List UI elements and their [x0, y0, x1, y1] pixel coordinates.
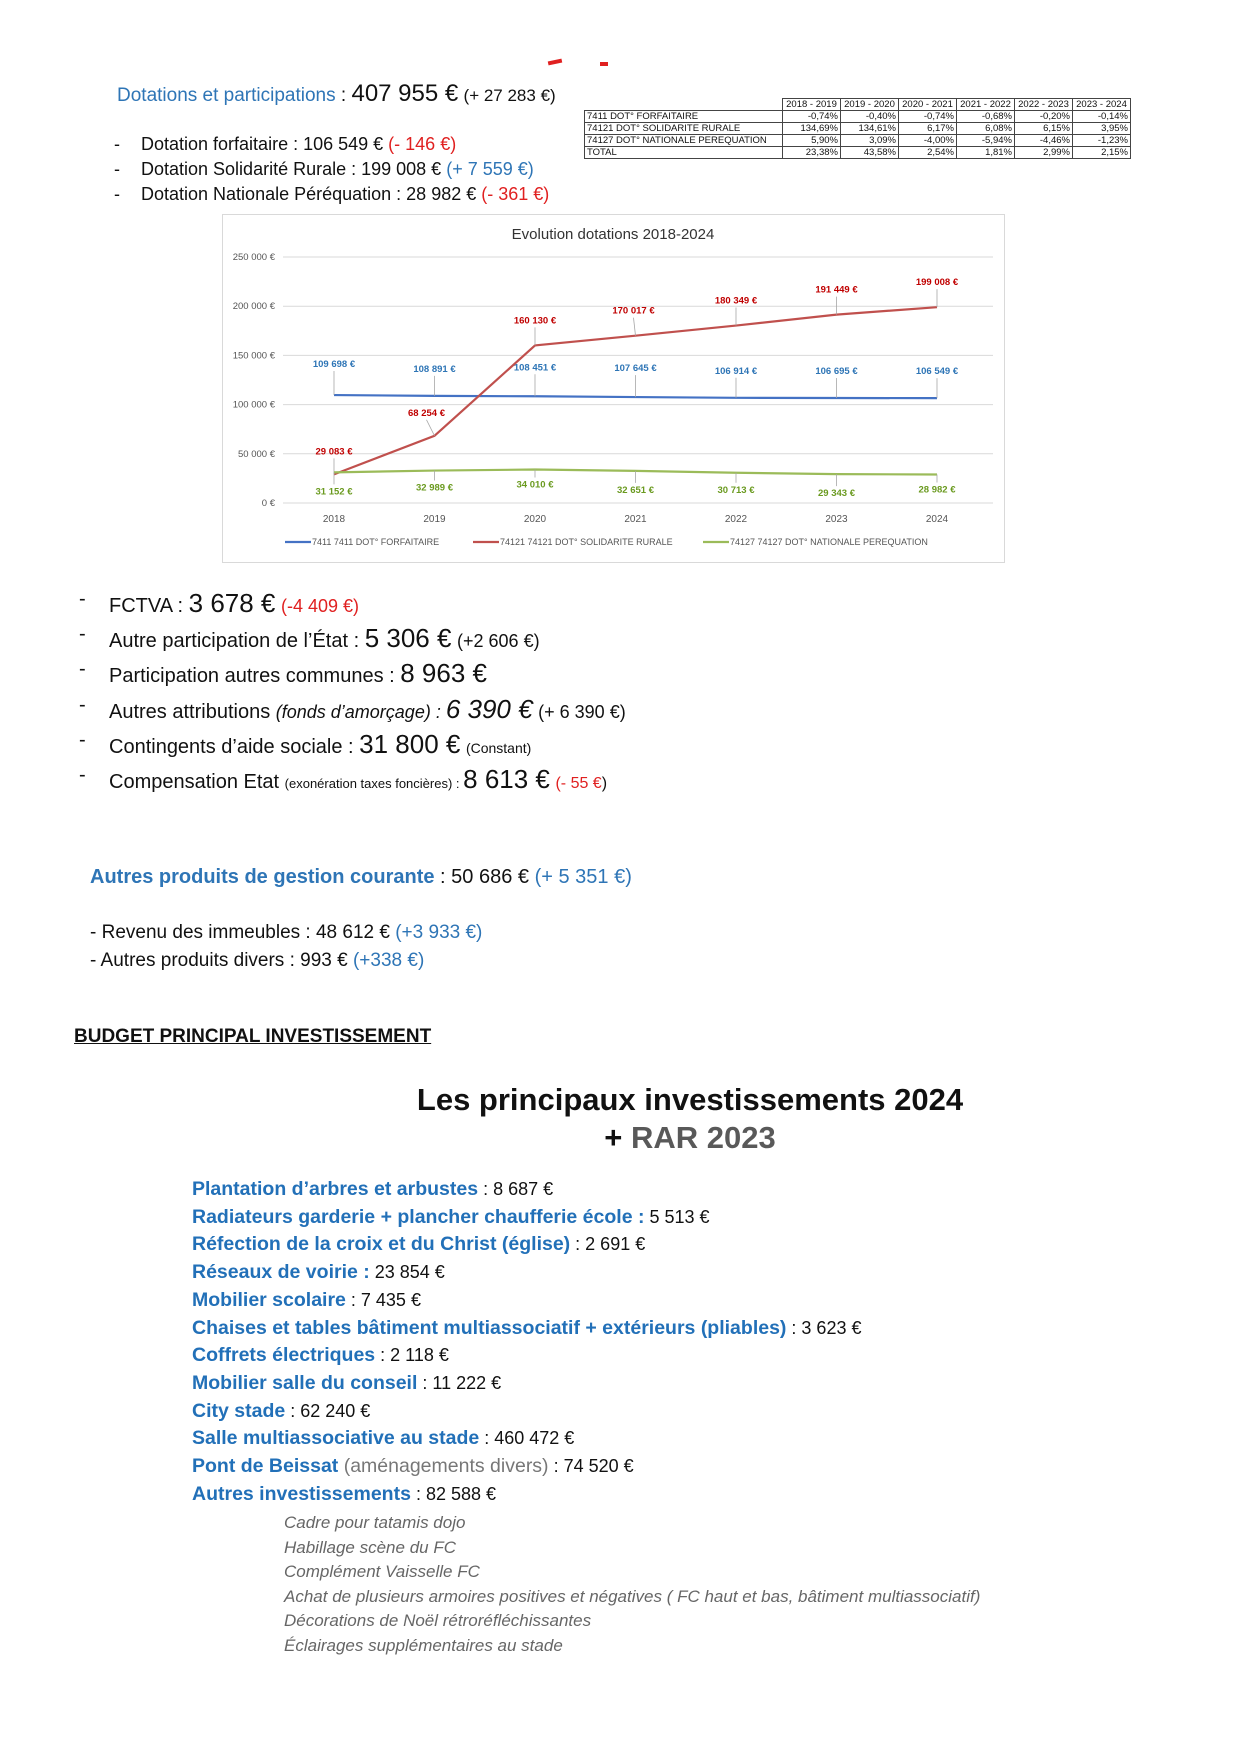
- gestion-item-delta: (+338 €): [352, 950, 425, 971]
- data-label-leader: [634, 318, 636, 336]
- participation-amount: 6 390 €: [445, 694, 533, 724]
- investment-value: : 62 240 €: [285, 1400, 371, 1421]
- other-investment-detail: Complément Vaisselle FC: [284, 1562, 480, 1581]
- data-label: 31 152 €: [315, 486, 353, 498]
- investment-item: [192, 1344, 449, 1367]
- table-cell: 1,81%: [957, 147, 1015, 159]
- dotations-header: [117, 80, 556, 108]
- participation-amount: 31 800 €: [359, 729, 461, 759]
- data-label: 28 982 €: [918, 484, 956, 496]
- table-cell: -0,40%: [841, 111, 899, 123]
- gestion-item: [90, 950, 424, 972]
- other-investment-detail: Cadre pour tatamis dojo: [284, 1513, 466, 1532]
- investment-value: : 74 520 €: [548, 1456, 634, 1476]
- participation-line: [79, 658, 487, 689]
- table-cell: -0,14%: [1073, 111, 1131, 123]
- investment-value: : 2 691 €: [570, 1234, 646, 1255]
- table-cell: 43,58%: [841, 147, 899, 159]
- table-cell: 3,95%: [1073, 123, 1131, 135]
- other-investment-detail: Éclairages supplémentaires au stade: [284, 1635, 563, 1655]
- data-label: 108 891 €: [413, 363, 456, 375]
- investment-label: City stade: [192, 1399, 286, 1422]
- investment-label: Plantation d’arbres et arbustes: [192, 1178, 479, 1200]
- y-tick-label: 250 000 €: [232, 252, 275, 263]
- table-cell: 2,15%: [1073, 147, 1131, 159]
- data-label: 106 549 €: [915, 366, 959, 378]
- investment-item: [192, 1261, 445, 1284]
- table-header-cell: 2022 - 2023: [1015, 99, 1073, 111]
- participation-amount: 8 963 €: [400, 658, 487, 688]
- other-investment-detail: Habillage scène du FC: [284, 1537, 456, 1557]
- gestion-value: : 50 686 €: [434, 866, 535, 888]
- data-label: 29 083 €: [315, 446, 353, 458]
- participation-line: [79, 623, 540, 654]
- dotation-item-delta: (- 146 €): [388, 134, 457, 154]
- data-label: 29 343 €: [818, 488, 855, 500]
- x-tick-label: 2024: [925, 514, 949, 525]
- dotations-amount: 407 955 €: [351, 80, 459, 107]
- investment-label: Mobilier salle du conseil: [192, 1371, 418, 1394]
- table-cell: 2,99%: [1015, 147, 1073, 159]
- table-row-label: 7411 DOT° FORFAITAIRE: [585, 111, 783, 123]
- participation-amount: 3 678 €: [188, 588, 276, 618]
- data-label: 180 349 €: [714, 295, 758, 307]
- top-cut-mark: [548, 59, 563, 66]
- data-label: 68 254 €: [408, 407, 445, 419]
- investment-item: [192, 1483, 496, 1506]
- table-cell: -4,00%: [899, 135, 957, 147]
- dash-bullet: -: [79, 764, 86, 786]
- investment-value: : 82 588 €: [410, 1483, 497, 1504]
- participation-amount: 5 306 €: [364, 623, 452, 653]
- dotations-chart: [222, 214, 1005, 563]
- dotation-item-delta: (- 361 €): [481, 184, 550, 204]
- data-label: 199 008 €: [915, 277, 959, 289]
- data-label: 32 989 €: [416, 482, 453, 494]
- data-label: 170 017 €: [612, 305, 655, 317]
- investment-value: 5 513 €: [644, 1206, 710, 1227]
- dash-bullet: -: [114, 159, 120, 179]
- participation-label: Contingents d’aide sociale :: [109, 736, 360, 758]
- table-header-cell: 2021 - 2022: [957, 99, 1015, 111]
- data-label: 108 451 €: [513, 362, 557, 374]
- gestion-label: Autres produits de gestion courante: [90, 866, 435, 888]
- investment-value: : 2 118 €: [375, 1345, 449, 1366]
- data-label: 32 651 €: [617, 484, 654, 496]
- participation-label: Participation autres communes :: [109, 665, 401, 687]
- dotation-item: [114, 159, 534, 180]
- y-tick-label: 50 000 €: [238, 448, 275, 460]
- participation-delta: (Constant): [465, 740, 532, 756]
- x-tick-label: 2018: [322, 514, 346, 525]
- dash-bullet: -: [79, 588, 86, 610]
- table-cell: -5,94%: [957, 135, 1015, 147]
- participation-line: [79, 764, 608, 795]
- dotation-item-label: Dotation Solidarité Rurale : 199 008 €: [141, 159, 442, 179]
- table-cell: 6,15%: [1015, 123, 1073, 135]
- gestion-item-label: - Autres produits divers : 993 €: [90, 950, 353, 971]
- table-row: [585, 147, 1131, 159]
- table-row: [585, 111, 1131, 123]
- data-label: 30 713 €: [717, 484, 755, 496]
- participation-line: [79, 694, 626, 725]
- table-cell: -0,74%: [783, 111, 841, 123]
- table-cell: 134,61%: [841, 123, 899, 135]
- table-cell: 134,69%: [783, 123, 841, 135]
- x-tick-label: 2022: [724, 514, 748, 525]
- table-cell: 3,09%: [841, 135, 899, 147]
- investment-label: Réseaux de voirie :: [192, 1261, 370, 1284]
- dash-bullet: -: [114, 184, 120, 204]
- evolution-table: [584, 98, 1131, 159]
- table-cell: 23,38%: [783, 147, 841, 159]
- investment-value: : 460 472 €: [479, 1428, 575, 1449]
- participation-note: (fonds d’amorçage) :: [275, 702, 446, 722]
- table-cell: -0,20%: [1015, 111, 1073, 123]
- investments-subtitle-prefix: +: [604, 1120, 631, 1155]
- gestion-header: [90, 866, 632, 889]
- investment-note: (aménagements divers): [338, 1455, 549, 1477]
- y-tick-label: 150 000 €: [232, 350, 275, 362]
- table-row-label: 74127 DOT° NATIONALE PEREQUATION: [585, 135, 783, 147]
- gestion-delta: (+ 5 351 €): [534, 866, 632, 888]
- y-tick-label: 0 €: [261, 498, 275, 509]
- investment-value: 23 854 €: [369, 1262, 445, 1283]
- data-label: 109 698 €: [312, 359, 356, 371]
- table-header-blank: [585, 99, 783, 111]
- investment-label: Salle multiassociative au stade: [192, 1427, 480, 1450]
- participation-delta: (+2 606 €): [457, 631, 540, 651]
- table-header-cell: 2019 - 2020: [841, 99, 899, 111]
- dash-bullet: -: [79, 729, 86, 751]
- dotation-item: [114, 134, 457, 155]
- x-tick-label: 2019: [423, 514, 446, 525]
- investment-item: [192, 1233, 645, 1256]
- participation-label: FCTVA :: [109, 595, 189, 617]
- data-label: 106 914 €: [714, 365, 758, 377]
- y-tick-label: 200 000 €: [232, 301, 275, 313]
- chart-title: Evolution dotations 2018-2024: [511, 226, 715, 243]
- participation-label: Compensation Etat: [109, 771, 285, 793]
- table-cell: 5,90%: [783, 135, 841, 147]
- legend-entry: 74127 74127 DOT° NATIONALE PEREQUATION: [730, 537, 928, 547]
- table-row: [585, 135, 1131, 147]
- participation-line: [79, 588, 359, 619]
- investment-item: [192, 1455, 634, 1478]
- table-cell: -0,68%: [957, 111, 1015, 123]
- dotations-delta: (+ 27 283 €): [463, 86, 556, 105]
- evolution-table-header: [585, 99, 1131, 111]
- other-investment-detail: Décorations de Noël rétroréfléchissantes: [284, 1611, 592, 1630]
- gestion-item: [90, 922, 482, 944]
- top-cut-mark: [600, 62, 608, 66]
- investment-label: Mobilier scolaire: [192, 1288, 346, 1311]
- table-row-label: 74121 DOT° SOLIDARITE RURALE: [585, 123, 783, 135]
- dash-bullet: -: [79, 623, 86, 645]
- investment-item: [192, 1178, 553, 1201]
- table-cell: 6,08%: [957, 123, 1015, 135]
- participation-line: [79, 729, 532, 760]
- dotation-item-delta: (+ 7 559 €): [446, 159, 534, 179]
- section-title: BUDGET PRINCIPAL INVESTISSEMENT: [74, 1026, 432, 1047]
- table-cell: 6,17%: [899, 123, 957, 135]
- investment-label: Autres investissements: [192, 1482, 411, 1505]
- dotations-sep: :: [335, 85, 352, 106]
- investment-value: : 11 222 €: [417, 1372, 502, 1393]
- investment-label: Chaises et tables bâtiment multiassociatif + extérieurs (pliables): [192, 1316, 787, 1339]
- table-cell: -1,23%: [1073, 135, 1131, 147]
- participation-label: Autres attributions: [109, 701, 276, 723]
- investments-title: Les principaux investissements 2024: [416, 1082, 964, 1117]
- chart-svg: [223, 215, 1004, 562]
- participation-delta: (-4 409 €): [280, 596, 359, 616]
- other-investment-detail: Achat de plusieurs armoires positives et négatives ( FC haut et bas, bâtiment multiassociatif): [284, 1586, 981, 1606]
- investment-value: : 3 623 €: [786, 1317, 862, 1338]
- table-row-label: TOTAL: [585, 147, 783, 159]
- gestion-item-label: - Revenu des immeubles : 48 612 €: [90, 922, 396, 943]
- gestion-item-delta: (+3 933 €): [395, 922, 483, 943]
- investment-value: : 7 435 €: [345, 1289, 421, 1310]
- data-label: 191 449 €: [815, 284, 858, 296]
- investments-subtitle-rar: RAR 2023: [630, 1120, 776, 1155]
- table-header-cell: 2023 - 2024: [1073, 99, 1131, 111]
- data-label: 160 130 €: [513, 315, 557, 327]
- table-cell: -4,46%: [1015, 135, 1073, 147]
- investment-item: [192, 1206, 710, 1229]
- participation-label: Autre participation de l’État :: [109, 630, 365, 652]
- dotation-item-label: Dotation forfaitaire : 106 549 €: [141, 134, 384, 154]
- participation-delta-value: 55 €: [570, 775, 602, 792]
- investment-item: [192, 1427, 574, 1450]
- data-label-leader: [427, 420, 435, 436]
- investment-item: [192, 1372, 501, 1395]
- dash-bullet: -: [79, 658, 86, 680]
- legend-entry: 74121 74121 DOT° SOLIDARITE RURALE: [500, 537, 673, 547]
- participation-amount: 8 613 €: [463, 764, 550, 794]
- investment-value: : 8 687 €: [478, 1179, 554, 1199]
- investment-label: Radiateurs garderie + plancher chaufferie école :: [192, 1205, 645, 1228]
- table-row: [585, 123, 1131, 135]
- table-header-cell: 2020 - 2021: [899, 99, 957, 111]
- x-tick-label: 2021: [624, 514, 647, 525]
- table-cell: 2,54%: [899, 147, 957, 159]
- table-cell: -0,74%: [899, 111, 957, 123]
- investment-label: Pont de Beissat: [192, 1455, 339, 1477]
- dotations-label: Dotations et participations: [117, 85, 336, 106]
- y-tick-label: 100 000 €: [232, 399, 275, 411]
- investment-label: Coffrets électriques: [192, 1344, 376, 1367]
- investment-item: [192, 1317, 861, 1340]
- dotation-item-label: Dotation Nationale Péréquation : 28 982 €: [141, 184, 477, 204]
- participation-delta-suffix: ): [601, 775, 608, 792]
- data-label: 106 695 €: [815, 366, 858, 378]
- investment-label: Réfection de la croix et du Christ (église): [192, 1233, 571, 1256]
- dash-bullet: -: [114, 134, 120, 154]
- investment-item: [192, 1400, 370, 1423]
- dotation-item: [114, 184, 550, 205]
- table-header-cell: 2018 - 2019: [783, 99, 841, 111]
- participation-delta-prefix: (-: [555, 775, 571, 792]
- investment-item: [192, 1289, 421, 1312]
- participation-note: (exonération taxes foncières) :: [284, 776, 464, 791]
- legend-entry: 7411 7411 DOT° FORFAITAIRE: [312, 537, 440, 547]
- participation-delta: (+ 6 390 €): [538, 702, 626, 722]
- x-tick-label: 2020: [523, 514, 547, 525]
- data-label: 34 010 €: [516, 479, 554, 491]
- investments-subtitle: [0, 1120, 1240, 1156]
- data-label: 107 645 €: [614, 363, 657, 375]
- x-tick-label: 2023: [825, 514, 848, 525]
- dash-bullet: -: [79, 694, 86, 716]
